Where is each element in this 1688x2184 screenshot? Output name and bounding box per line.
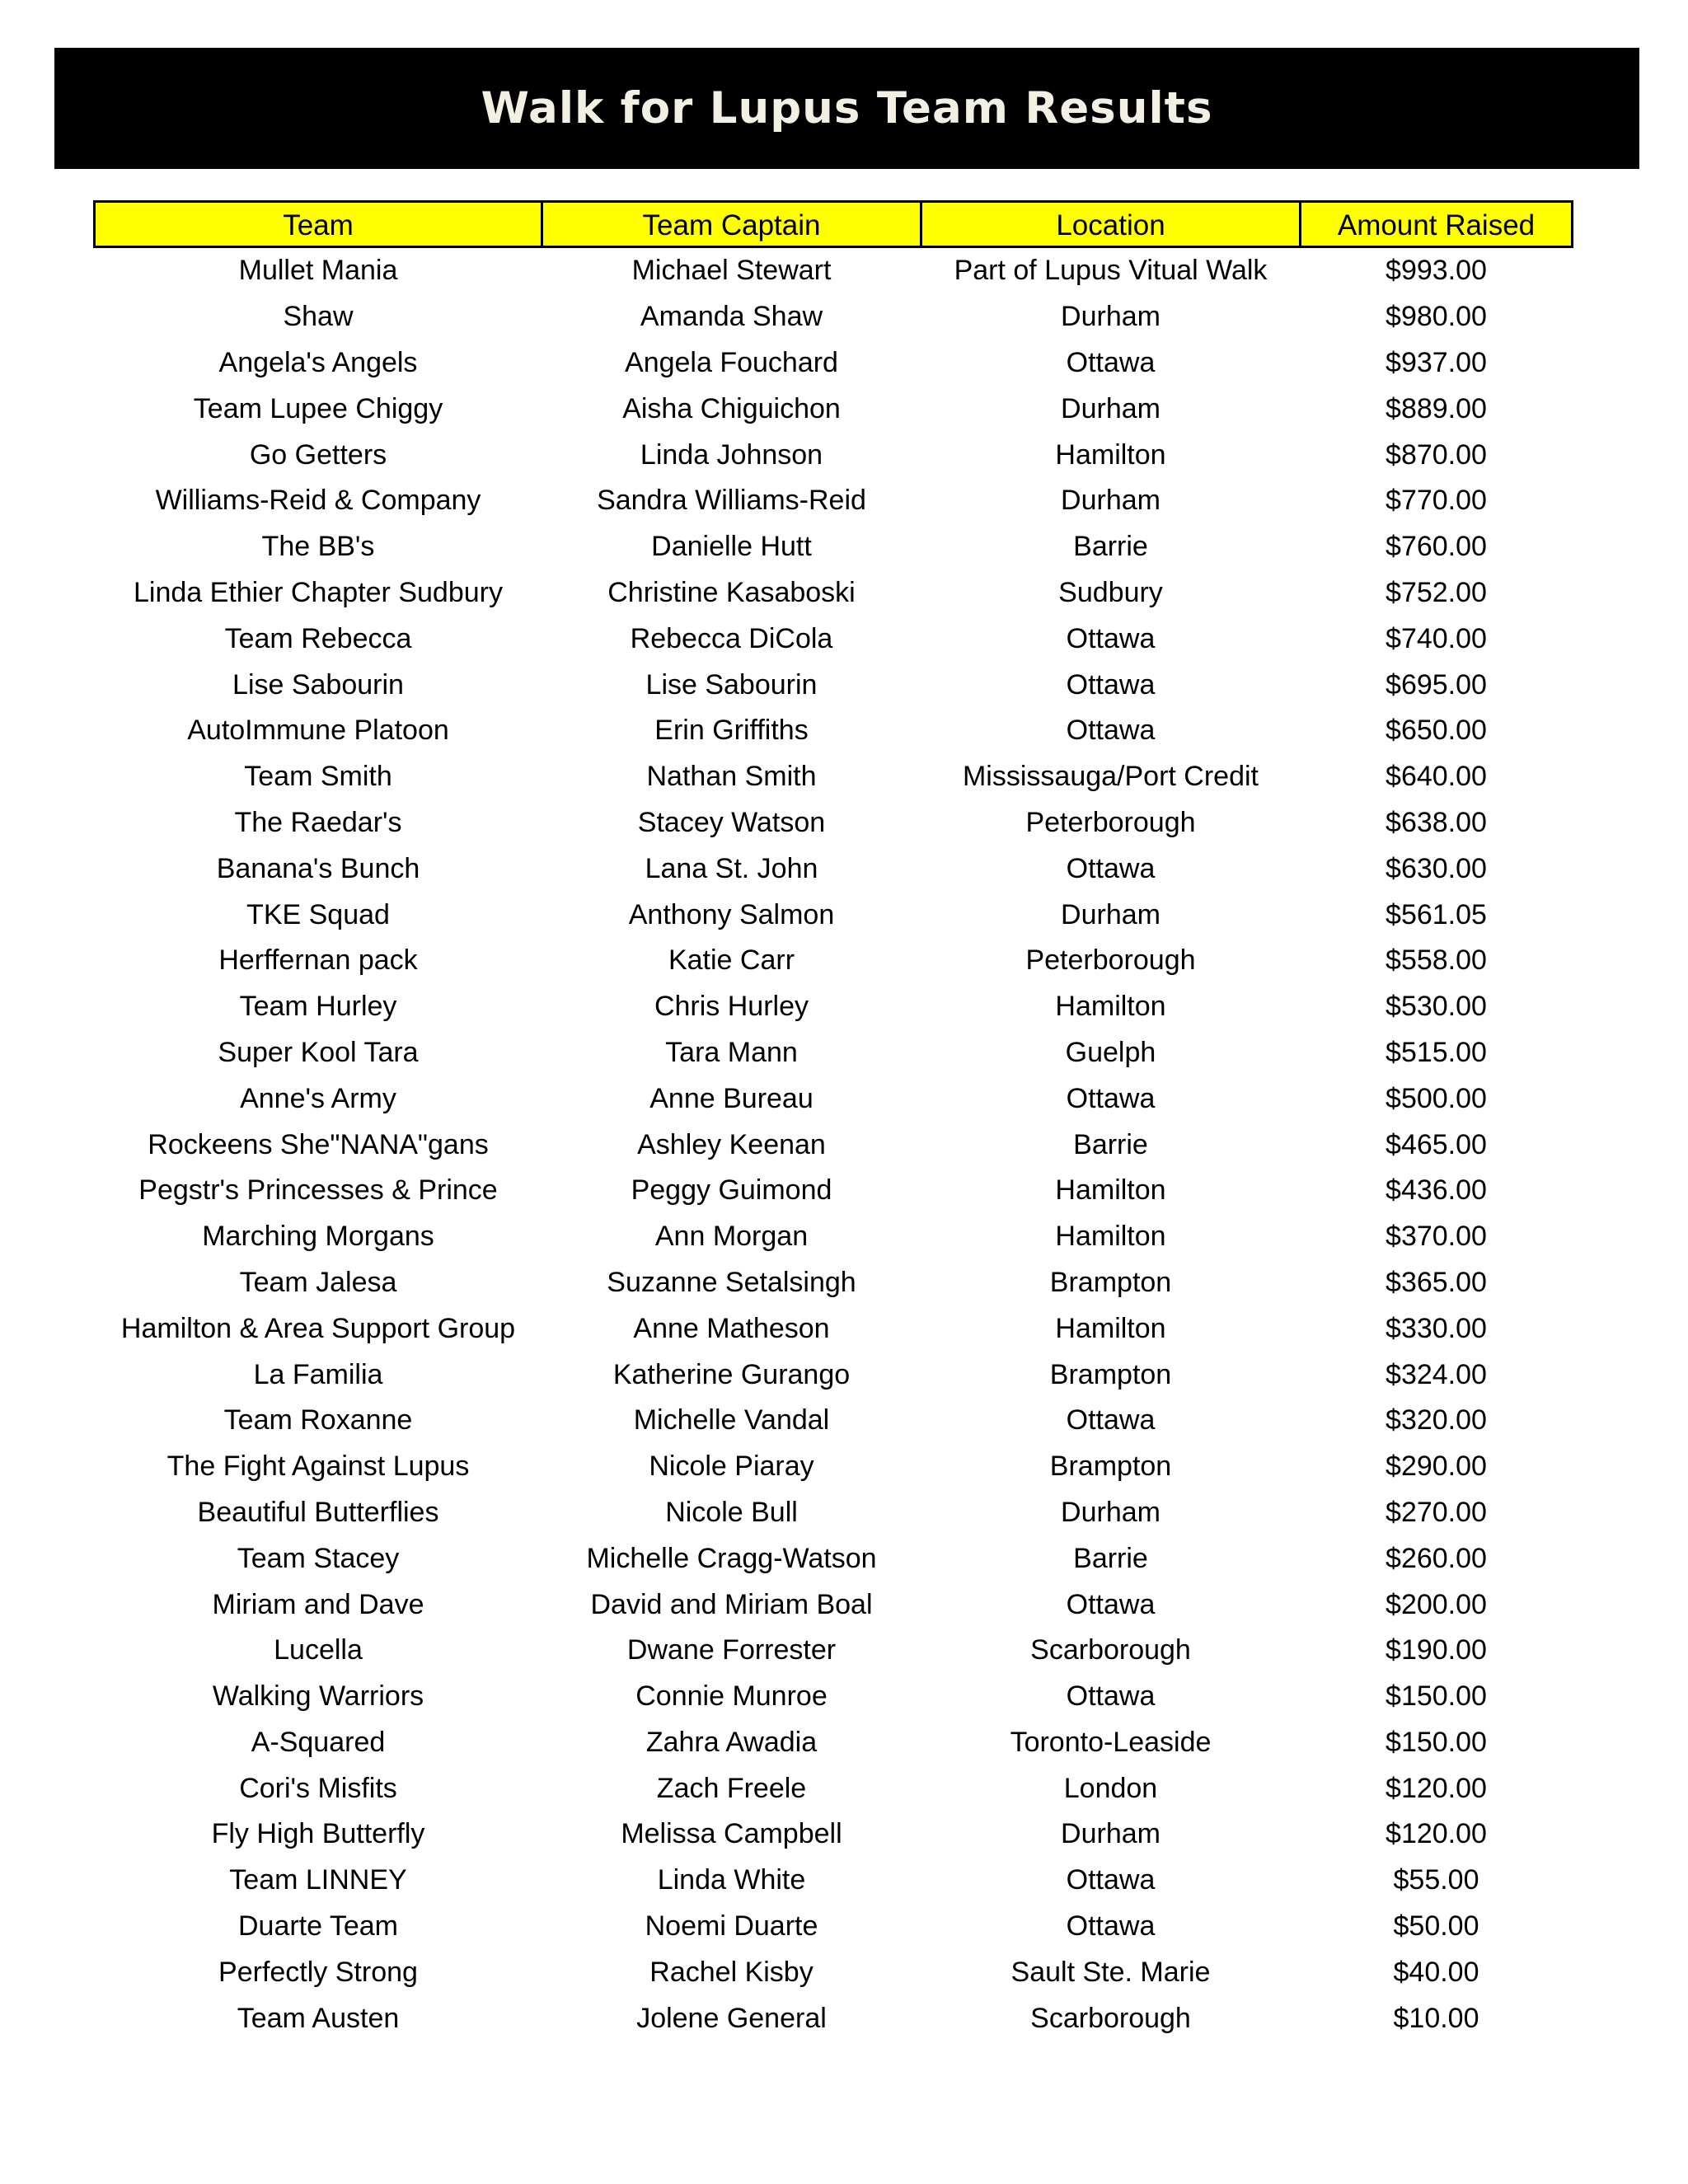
team-cell: Banana's Bunch [216,852,420,884]
team-cell: Team Austen [237,2002,400,2034]
team-cell: Hamilton & Area Support Group [120,1312,516,1344]
location-cell: Part of Lupus Vitual Walk [954,255,1268,287]
amount-raised-cell: $50.00 [1393,1910,1479,1943]
amount-raised-cell: $695.00 [1386,668,1487,701]
amount-raised-cell: $980.00 [1386,301,1487,333]
team-cell: Team LINNEY [229,1864,407,1896]
team-captain-cell: Lana St. John [645,852,818,884]
amount-raised-cell: $500.00 [1386,1082,1487,1114]
location-cell: Hamilton [1055,1312,1166,1344]
team-cell: Lise Sabourin [232,668,404,701]
amount-raised-cell: $150.00 [1386,1726,1487,1758]
team-captain-cell: Zahra Awadia [645,1726,818,1758]
table-row [95,616,1573,662]
team-cell: Rockeens She"NANA"gans [148,1128,489,1160]
location-cell: Ottawa [1066,1680,1156,1713]
table-row [95,1260,1573,1306]
results-table [93,200,1573,2041]
team-captain-cell: Linda White [657,1864,806,1896]
table-row [95,846,1573,892]
team-cell: AutoImmune Platoon [187,715,449,747]
team-cell: Beautiful Butterflies [197,1496,439,1528]
team-captain-cell: Melissa Campbell [621,1818,842,1850]
location-cell: Ottawa [1066,346,1156,378]
team-captain-cell: Noemi Duarte [645,1910,818,1943]
team-captain-cell: Suzanne Setalsingh [607,1266,856,1298]
location-cell: Durham [1061,392,1160,424]
amount-raised-cell: $200.00 [1386,1588,1487,1620]
team-captain-cell: Michael Stewart [631,255,832,287]
team-cell: Go Getters [249,438,387,471]
team-cell: The BB's [261,531,375,563]
location-cell: Barrie [1073,1542,1148,1574]
table-row [95,1168,1573,1214]
amount-raised-cell: $320.00 [1386,1404,1487,1436]
location-cell: Ottawa [1066,1864,1156,1896]
title-banner [54,48,1639,169]
table-row [95,432,1573,478]
location-cell: Toronto-Leaside [1010,1726,1212,1758]
team-captain-cell: Nicole Bull [665,1496,798,1528]
table-row [95,1398,1573,1444]
team-cell: Marching Morgans [202,1221,434,1253]
team-cell: Team Rebecca [224,622,412,654]
team-cell: Fly High Butterfly [211,1818,425,1850]
location-cell: Barrie [1073,531,1148,563]
table-row [95,1720,1573,1766]
amount-raised-cell: $993.00 [1386,255,1487,287]
team-cell: Lucella [274,1634,363,1666]
location-cell: Durham [1061,1818,1160,1850]
team-cell: Angela's Angels [218,346,418,378]
amount-raised-cell: $270.00 [1386,1496,1487,1528]
amount-raised-cell: $770.00 [1386,485,1487,517]
location-cell: Sudbury [1058,576,1163,608]
location-cell: Scarborough [1030,1634,1191,1666]
location-cell: Ottawa [1066,668,1156,701]
team-captain-cell: Rachel Kisby [649,1956,814,1988]
table-row [95,1995,1573,2041]
table-row [95,1858,1573,1904]
table-row [95,340,1573,387]
location-cell: Peterborough [1025,944,1196,977]
table-row [95,1765,1573,1811]
table-row [95,478,1573,524]
team-captain-cell: Jolene General [636,2002,827,2034]
team-cell: Team Jalesa [239,1266,397,1298]
table-row [95,1122,1573,1168]
location-cell: Hamilton [1055,1174,1166,1207]
team-captain-cell: Ashley Keenan [637,1128,826,1160]
team-captain-cell: Anne Matheson [633,1312,830,1344]
team-captain-cell: Ann Morgan [654,1221,809,1253]
column-header-team: Team [95,202,542,247]
team-captain-cell: Stacey Watson [637,806,826,838]
table-row [95,938,1573,984]
table-row [95,1582,1573,1628]
table-row [95,984,1573,1030]
table-row [95,1305,1573,1352]
table-row [95,754,1573,800]
location-cell: Ottawa [1066,1588,1156,1620]
table-row [95,1674,1573,1720]
column-header-amount-raised: Amount Raised [1301,202,1573,247]
team-captain-cell: David and Miriam Boal [590,1588,873,1620]
table-row [95,1076,1573,1122]
team-captain-cell: Erin Griffiths [654,715,809,747]
table-row [95,1904,1573,1950]
team-cell: Team Stacey [237,1542,400,1574]
column-header-team-captain: Team Captain [542,202,921,247]
team-captain-cell: Anne Bureau [649,1082,814,1114]
table-body [95,247,1573,2042]
team-captain-cell: Connie Munroe [635,1680,828,1713]
table-row [95,662,1573,708]
amount-raised-cell: $650.00 [1386,715,1487,747]
table-row [95,1949,1573,1995]
amount-raised-cell: $530.00 [1386,991,1487,1023]
team-captain-cell: Aisha Chiguichon [622,392,841,424]
table-row [95,1628,1573,1674]
location-cell: Scarborough [1030,2002,1191,2034]
table-row [95,386,1573,432]
team-cell: Shaw [283,301,354,333]
team-captain-cell: Nathan Smith [646,761,817,793]
location-cell: Barrie [1073,1128,1148,1160]
team-captain-cell: Rebecca DiCola [630,622,833,654]
location-cell: Hamilton [1055,1221,1166,1253]
location-cell: Ottawa [1066,1404,1156,1436]
team-cell: La Familia [253,1358,383,1390]
team-cell: Team Lupee Chiggy [193,392,443,424]
amount-raised-cell: $640.00 [1386,761,1487,793]
amount-raised-cell: $120.00 [1386,1772,1487,1804]
table-row [95,1490,1573,1536]
amount-raised-cell: $324.00 [1386,1358,1487,1390]
location-cell: Peterborough [1025,806,1196,838]
team-cell: Williams-Reid & Company [155,485,481,517]
team-captain-cell: Zach Freele [656,1772,807,1804]
team-captain-cell: Katherine Gurango [612,1358,851,1390]
location-cell: Durham [1061,1496,1160,1528]
amount-raised-cell: $10.00 [1393,2002,1479,2034]
amount-raised-cell: $937.00 [1386,346,1487,378]
table-row [95,294,1573,340]
team-captain-cell: Nicole Piaray [649,1451,814,1483]
location-cell: Mississauga/Port Credit [962,761,1259,793]
table-row [95,1352,1573,1398]
table-row [95,524,1573,570]
table-row [95,1030,1573,1076]
table-row [95,708,1573,754]
team-cell: Miriam and Dave [212,1588,424,1620]
amount-raised-cell: $150.00 [1386,1680,1487,1713]
table-row [95,1811,1573,1858]
amount-raised-cell: $465.00 [1386,1128,1487,1160]
table-row [95,892,1573,938]
table-row [95,247,1573,294]
location-cell: Ottawa [1066,852,1156,884]
amount-raised-cell: $740.00 [1386,622,1487,654]
amount-raised-cell: $370.00 [1386,1221,1487,1253]
team-captain-cell: Chris Hurley [654,991,809,1023]
amount-raised-cell: $120.00 [1386,1818,1487,1850]
location-cell: Ottawa [1066,622,1156,654]
team-captain-cell: Lise Sabourin [645,668,818,701]
team-captain-cell: Danielle Hutt [651,531,812,563]
team-captain-cell: Linda Johnson [640,438,823,471]
team-cell: Herffernan pack [218,944,418,977]
team-cell: Walking Warriors [212,1680,424,1713]
table-row [95,1444,1573,1490]
amount-raised-cell: $515.00 [1386,1036,1487,1068]
location-cell: Durham [1061,301,1160,333]
amount-raised-cell: $260.00 [1386,1542,1487,1574]
location-cell: Brampton [1049,1358,1172,1390]
team-cell: Cori's Misfits [239,1772,397,1804]
table-row [95,800,1573,846]
team-captain-cell: Dwane Forrester [626,1634,837,1666]
team-captain-cell: Christine Kasaboski [607,576,856,608]
team-cell: Anne's Army [240,1082,396,1114]
team-cell: Team Roxanne [223,1404,413,1436]
location-cell: Brampton [1049,1451,1172,1483]
team-captain-cell: Tara Mann [665,1036,798,1068]
amount-raised-cell: $55.00 [1393,1864,1479,1896]
amount-raised-cell: $290.00 [1386,1451,1487,1483]
team-captain-cell: Amanda Shaw [640,301,823,333]
amount-raised-cell: $40.00 [1393,1956,1479,1988]
amount-raised-cell: $760.00 [1386,531,1487,563]
team-cell: Team Hurley [239,991,397,1023]
location-cell: Hamilton [1055,991,1166,1023]
location-cell: Brampton [1049,1266,1172,1298]
page-title: Walk for Lupus Team Results [481,83,1213,134]
amount-raised-cell: $561.05 [1386,898,1487,930]
team-cell: The Fight Against Lupus [166,1451,470,1483]
team-captain-cell: Katie Carr [668,944,795,977]
team-captain-cell: Peggy Guimond [631,1174,832,1207]
team-cell: Perfectly Strong [218,1956,418,1988]
amount-raised-cell: $889.00 [1386,392,1487,424]
amount-raised-cell: $365.00 [1386,1266,1487,1298]
amount-raised-cell: $630.00 [1386,852,1487,884]
location-cell: Durham [1061,485,1160,517]
team-cell: Mullet Mania [238,255,398,287]
amount-raised-cell: $436.00 [1386,1174,1487,1207]
team-cell: Linda Ethier Chapter Sudbury [134,576,503,608]
amount-raised-cell: $638.00 [1386,806,1487,838]
amount-raised-cell: $752.00 [1386,576,1487,608]
location-cell: Ottawa [1066,1082,1156,1114]
team-captain-cell: Angela Fouchard [625,346,838,378]
team-captain-cell: Anthony Salmon [628,898,835,930]
team-cell: Pegstr's Princesses & Prince [138,1174,498,1207]
amount-raised-cell: $558.00 [1386,944,1487,977]
team-captain-cell: Michelle Cragg-Watson [586,1542,877,1574]
team-cell: A-Squared [251,1726,386,1758]
location-cell: Hamilton [1055,438,1166,471]
location-cell: Sault Ste. Marie [1010,1956,1211,1988]
amount-raised-cell: $190.00 [1386,1634,1487,1666]
location-cell: London [1063,1772,1158,1804]
team-cell: Team Smith [244,761,392,793]
team-cell: Duarte Team [237,1910,399,1943]
location-cell: Guelph [1065,1036,1156,1068]
team-captain-cell: Sandra Williams-Reid [597,485,866,517]
team-cell: The Raedar's [234,806,402,838]
location-cell: Ottawa [1066,1910,1156,1943]
table-row [95,570,1573,616]
location-cell: Durham [1061,898,1160,930]
table-header-row [95,202,1573,247]
team-cell: TKE Squad [246,898,390,930]
team-captain-cell: Michelle Vandal [633,1404,830,1436]
location-cell: Ottawa [1066,715,1156,747]
table-row [95,1535,1573,1582]
team-cell: Super Kool Tara [218,1036,419,1068]
column-header-location: Location [921,202,1301,247]
table-row [95,1214,1573,1260]
amount-raised-cell: $330.00 [1386,1312,1487,1344]
amount-raised-cell: $870.00 [1386,438,1487,471]
